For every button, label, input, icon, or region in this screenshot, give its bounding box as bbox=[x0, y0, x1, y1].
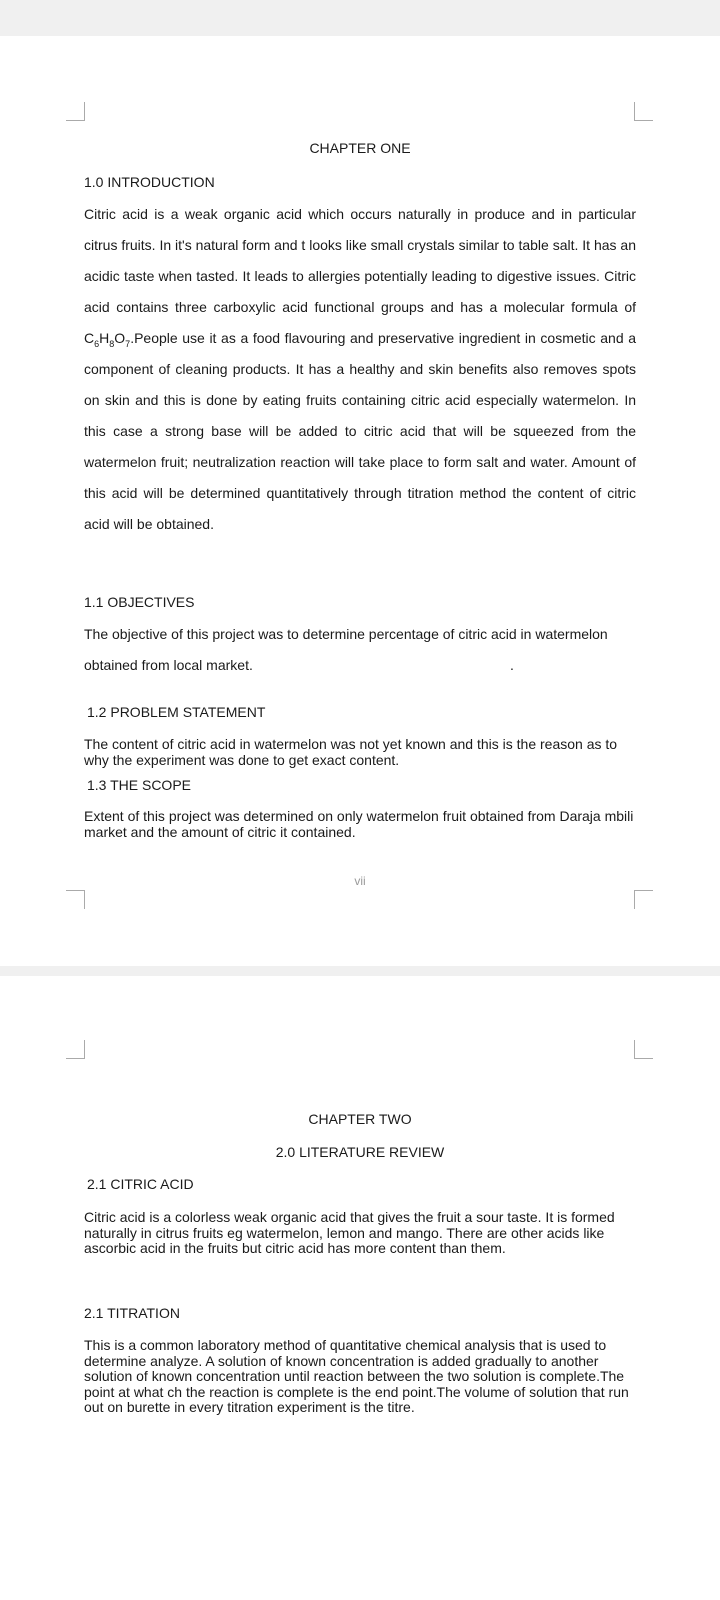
problem-statement-heading: 1.2 PROBLEM STATEMENT bbox=[87, 704, 266, 720]
citric-acid-heading: 2.1 CITRIC ACID bbox=[87, 1176, 194, 1192]
literature-review-title: 2.0 LITERATURE REVIEW bbox=[275, 1144, 445, 1160]
document-page-1 bbox=[0, 36, 720, 966]
introduction-paragraph bbox=[84, 199, 636, 540]
page-number: vii bbox=[354, 874, 366, 888]
chapter-one-title: CHAPTER ONE bbox=[309, 140, 411, 156]
titration-text: This is a common laboratory method of quantitative chemical analysis that is used to determine analyze. A solution of known concentration is added gradually to another solution of known concentration until reaction between the two solution is complete.The point at what ch the reaction is complete is the end point.The volume of solution that run out on burette in every titration experiment is the titre. bbox=[84, 1337, 629, 1416]
margin-corner-top-left bbox=[66, 102, 85, 121]
citric-acid-text: Citric acid is a colorless weak organic acid that gives the fruit a sour taste. It is formed naturally in citrus fruits eg watermelon, lemon and mango. There are other acids like ascorbic acid in the fruits but citric acid has more content than them. bbox=[84, 1209, 615, 1257]
titration-heading: 2.1 TITRATION bbox=[84, 1305, 180, 1321]
scope-text: Extent of this project was determined on only watermelon fruit obtained from Daraja mbili market and the amount of citric it contained. bbox=[84, 808, 634, 840]
document-page-2 bbox=[0, 976, 720, 1600]
introduction-heading: 1.0 INTRODUCTION bbox=[84, 174, 215, 190]
margin-corner-top-right bbox=[634, 1040, 653, 1059]
chapter-two-title: CHAPTER TWO bbox=[308, 1111, 412, 1127]
molecular-formula: $C_6H_8O_7$ bbox=[84, 330, 131, 349]
margin-corner-top-left bbox=[66, 1040, 85, 1059]
margin-corner-bottom-right bbox=[634, 890, 653, 909]
scope-heading: 1.3 THE SCOPE bbox=[87, 777, 192, 793]
margin-corner-top-right bbox=[634, 102, 653, 121]
objectives-heading: 1.1 OBJECTIVES bbox=[84, 594, 195, 610]
intro-text-part-2: .People use it as a food flavouring and preservative ingredient in cosmetic and a component of cleaning products. It has a healthy and skin benefits also removes spots on skin and this is done by eating fruits containing citric acid especially watermelon. In this case a strong base will be added to citric acid that will be squeezed from the watermelon fruit; neutralization reaction will take place to form salt and water. Amount of this acid will be determined quantitatively through titration method the content of citric acid will be obtained. bbox=[84, 330, 636, 532]
stray-period: . bbox=[510, 657, 514, 673]
objectives-line-1: The objective of this project was to determine percentage of citric acid in watermelon bbox=[84, 626, 608, 642]
margin-corner-bottom-left bbox=[66, 890, 85, 909]
intro-text-part-1: Citric acid is a weak organic acid which occurs naturally in produce and in particular citrus fruits. In it's natural form and t looks like small crystals similar to table salt. It has an acidic taste when tasted. It leads to allergies potentially leading to digestive issues. Citric acid contains three carboxylic acid functional groups and has a molecular formula of bbox=[84, 206, 636, 315]
objectives-line-2: obtained from local market. bbox=[84, 657, 253, 673]
problem-statement-text: The content of citric acid in watermelon was not yet known and this is the reason as to why the experiment was done to get exact content. bbox=[84, 736, 618, 768]
